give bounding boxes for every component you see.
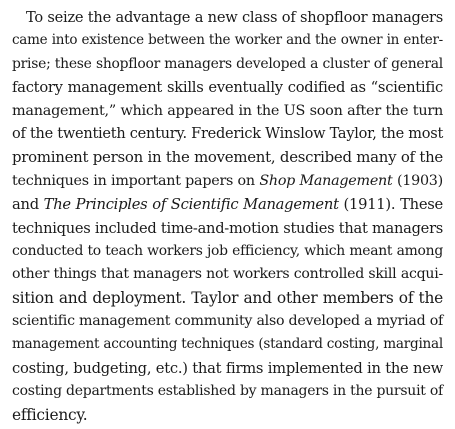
text-line: management,” which appeared in the US soon after the turn: [12, 102, 443, 119]
text-line: techniques included time-and-motion studies that managers: [12, 219, 444, 237]
text-line: To seize the advantage a new class of shopfloor managers: [26, 9, 443, 26]
book-title-italic: Shop Management: [259, 172, 393, 189]
body-paragraph: [12, 6, 443, 427]
text-run: techniques in important papers on: [12, 172, 260, 189]
text-run: and: [12, 196, 44, 214]
text-line: costing departments established by managers in the pursuit of: [12, 383, 443, 400]
text-line: came into existence between the worker and the owner in enter-: [12, 32, 443, 49]
text-line: [12, 193, 443, 216]
text-line: [12, 170, 443, 193]
text-line: scientific management community also developed a myriad of: [12, 313, 443, 330]
text-line: of the twentieth century. Frederick Winslow Taylor, the most: [12, 125, 444, 142]
book-title-italic: The Principles of Scientific Management: [43, 196, 339, 214]
text-line: sition and deployment. Taylor and other members of the: [12, 288, 443, 307]
text-line: prise; these shopfloor managers developed a cluster of general: [12, 55, 443, 72]
text-run: (1903): [392, 172, 443, 189]
text-line: conducted to teach workers job efficiency, which meant among: [12, 242, 443, 259]
text-run: (1911). These: [338, 196, 443, 214]
text-line: other things that managers not workers controlled skill acqui-: [12, 266, 443, 283]
text-line: costing, budgeting, etc.) that firms implemented in the new: [12, 359, 443, 377]
text-line: management accounting techniques (standard costing, marginal: [12, 336, 443, 353]
text-line: efficiency.: [12, 405, 88, 424]
text-line: factory management skills eventually codified as “scientific: [12, 79, 443, 97]
text-line: prominent person in the movement, described many of the: [12, 148, 443, 167]
